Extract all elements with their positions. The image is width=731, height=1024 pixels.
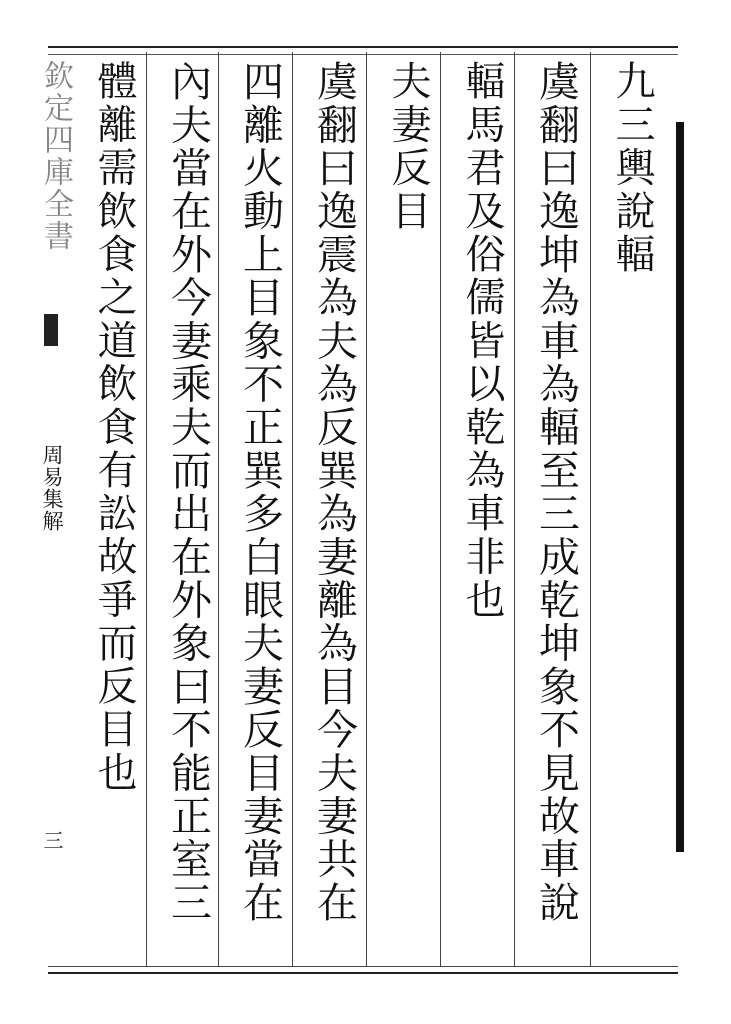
column-rule [590, 52, 591, 966]
text-column-1: 九三輿說輻 [609, 60, 655, 276]
column-rule [218, 52, 219, 966]
text-column-7: 內夫當在外今妻乘夫而出在外象曰不能正室三 [164, 60, 212, 924]
column-rule [440, 52, 441, 966]
column-rule [366, 52, 367, 966]
text-column-2: 虞翻曰逸坤為車為輻至三成乾坤象不見故車說 [532, 60, 580, 924]
text-column-6: 四離火動上目象不正巽多白眼夫妻反目妻當在 [236, 60, 284, 924]
column-rule [514, 52, 515, 966]
page-frame-top [48, 46, 678, 55]
margin-title: 欽定四庫全書 [38, 60, 73, 252]
text-column-4: 夫妻反目 [385, 60, 431, 233]
margin-book-title: 周易集解 [40, 444, 64, 532]
page-margin [34, 52, 74, 966]
text-column-8: 體離需飲食之道飲食有訟故爭而反目也 [91, 60, 137, 795]
page-edge-bar [676, 122, 684, 852]
margin-fish-tail [44, 314, 58, 346]
text-column-3: 輻馬君及俗儒皆以乾為車非也 [459, 60, 505, 622]
column-rule [292, 52, 293, 966]
text-column-5: 虞翻曰逸震為夫為反巽為妻離為目今夫妻共在 [310, 60, 358, 924]
page-frame-bottom [48, 966, 678, 974]
column-rule [146, 52, 147, 966]
margin-page-number: 三 [40, 830, 64, 850]
